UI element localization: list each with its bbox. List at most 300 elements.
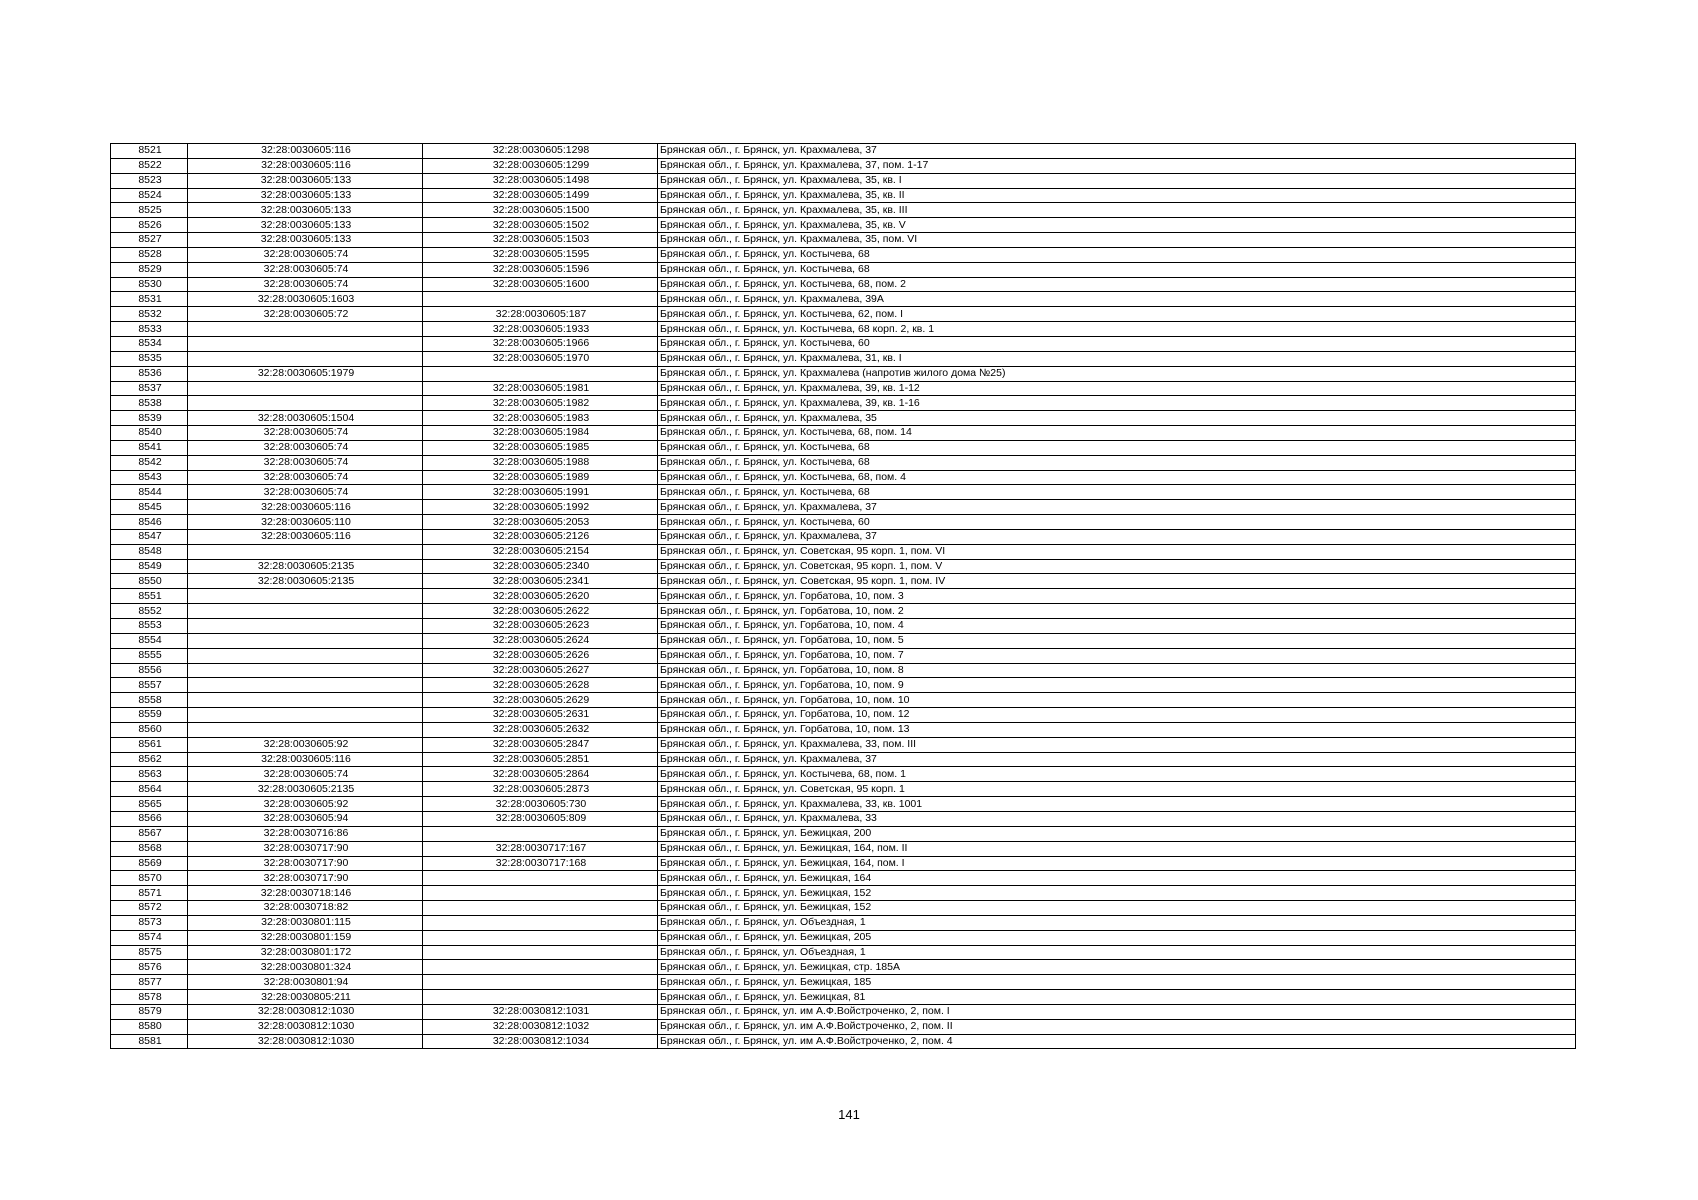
page-number: 141 bbox=[838, 1107, 860, 1122]
parent-cadastral-number-cell: 32:28:0030716:86 bbox=[188, 826, 423, 841]
parent-cadastral-number-cell: 32:28:0030605:92 bbox=[188, 737, 423, 752]
row-number-cell: 8523 bbox=[111, 173, 188, 188]
cadastral-number-cell: 32:28:0030812:1031 bbox=[423, 1004, 658, 1019]
table-row bbox=[111, 470, 1576, 485]
row-number-cell: 8539 bbox=[111, 411, 188, 426]
cadastral-number-cell: 32:28:0030605:2627 bbox=[423, 663, 658, 678]
parent-cadastral-number-cell: 32:28:0030605:1603 bbox=[188, 292, 423, 307]
cadastral-number-cell: 32:28:0030605:1500 bbox=[423, 203, 658, 218]
address-cell: Брянская обл., г. Брянск, ул. им А.Ф.Войстроченко, 2, пом. I bbox=[658, 1004, 1576, 1019]
parent-cadastral-number-cell: 32:28:0030812:1030 bbox=[188, 1034, 423, 1049]
table-row bbox=[111, 693, 1576, 708]
cadastral-number-cell bbox=[423, 871, 658, 886]
table-row bbox=[111, 930, 1576, 945]
parent-cadastral-number-cell: 32:28:0030605:74 bbox=[188, 426, 423, 441]
cadastral-number-cell bbox=[423, 292, 658, 307]
cadastral-number-cell: 32:28:0030605:1981 bbox=[423, 381, 658, 396]
address-cell: Брянская обл., г. Брянск, ул. Крахмалева, 35, кв. II bbox=[658, 188, 1576, 203]
address-cell: Брянская обл., г. Брянск, ул. Костычева, 60 bbox=[658, 515, 1576, 530]
row-number-cell: 8550 bbox=[111, 574, 188, 589]
cadastral-number-cell: 32:28:0030605:1502 bbox=[423, 218, 658, 233]
row-number-cell: 8579 bbox=[111, 1004, 188, 1019]
address-cell: Брянская обл., г. Брянск, ул. Горбатова, 10, пом. 9 bbox=[658, 678, 1576, 693]
address-cell: Брянская обл., г. Брянск, ул. Крахмалева, 37 bbox=[658, 144, 1576, 159]
parent-cadastral-number-cell bbox=[188, 693, 423, 708]
cadastral-number-cell: 32:28:0030605:2126 bbox=[423, 529, 658, 544]
row-number-cell: 8578 bbox=[111, 990, 188, 1005]
row-number-cell: 8546 bbox=[111, 515, 188, 530]
cadastral-number-cell: 32:28:0030605:2629 bbox=[423, 693, 658, 708]
cadastral-number-cell: 32:28:0030605:2624 bbox=[423, 633, 658, 648]
table-row bbox=[111, 1004, 1576, 1019]
address-cell: Брянская обл., г. Брянск, ул. Костычева, 68 bbox=[658, 455, 1576, 470]
row-number-cell: 8560 bbox=[111, 722, 188, 737]
row-number-cell: 8544 bbox=[111, 485, 188, 500]
row-number-cell: 8525 bbox=[111, 203, 188, 218]
table-row bbox=[111, 515, 1576, 530]
cadastral-number-cell bbox=[423, 990, 658, 1005]
address-cell: Брянская обл., г. Брянск, ул. Бежицкая, 152 bbox=[658, 886, 1576, 901]
parent-cadastral-number-cell: 32:28:0030605:116 bbox=[188, 500, 423, 515]
table-row bbox=[111, 455, 1576, 470]
row-number-cell: 8543 bbox=[111, 470, 188, 485]
parent-cadastral-number-cell: 32:28:0030717:90 bbox=[188, 841, 423, 856]
row-number-cell: 8522 bbox=[111, 158, 188, 173]
parent-cadastral-number-cell: 32:28:0030801:324 bbox=[188, 960, 423, 975]
parent-cadastral-number-cell bbox=[188, 722, 423, 737]
row-number-cell: 8555 bbox=[111, 648, 188, 663]
parent-cadastral-number-cell: 32:28:0030605:2135 bbox=[188, 574, 423, 589]
table-row bbox=[111, 737, 1576, 752]
parent-cadastral-number-cell: 32:28:0030605:116 bbox=[188, 158, 423, 173]
cadastral-number-cell: 32:28:0030605:2053 bbox=[423, 515, 658, 530]
parent-cadastral-number-cell: 32:28:0030605:133 bbox=[188, 173, 423, 188]
registry-table-body bbox=[111, 144, 1576, 1049]
row-number-cell: 8561 bbox=[111, 737, 188, 752]
parent-cadastral-number-cell: 32:28:0030718:82 bbox=[188, 901, 423, 916]
table-row bbox=[111, 292, 1576, 307]
parent-cadastral-number-cell: 32:28:0030605:74 bbox=[188, 262, 423, 277]
cadastral-number-cell: 32:28:0030717:167 bbox=[423, 841, 658, 856]
row-number-cell: 8564 bbox=[111, 782, 188, 797]
address-cell: Брянская обл., г. Брянск, ул. Крахмалева, 33 bbox=[658, 811, 1576, 826]
row-number-cell: 8532 bbox=[111, 307, 188, 322]
parent-cadastral-number-cell bbox=[188, 396, 423, 411]
parent-cadastral-number-cell bbox=[188, 619, 423, 634]
table-row bbox=[111, 633, 1576, 648]
address-cell: Брянская обл., г. Брянск, ул. Бежицкая, стр. 185А bbox=[658, 960, 1576, 975]
parent-cadastral-number-cell: 32:28:0030812:1030 bbox=[188, 1019, 423, 1034]
row-number-cell: 8559 bbox=[111, 708, 188, 723]
row-number-cell: 8549 bbox=[111, 559, 188, 574]
cadastral-number-cell: 32:28:0030605:1298 bbox=[423, 144, 658, 159]
row-number-cell: 8541 bbox=[111, 440, 188, 455]
parent-cadastral-number-cell bbox=[188, 381, 423, 396]
address-cell: Брянская обл., г. Брянск, ул. им А.Ф.Войстроченко, 2, пом. II bbox=[658, 1019, 1576, 1034]
table-row bbox=[111, 589, 1576, 604]
row-number-cell: 8566 bbox=[111, 811, 188, 826]
row-number-cell: 8571 bbox=[111, 886, 188, 901]
cadastral-number-cell: 32:28:0030605:1498 bbox=[423, 173, 658, 188]
row-number-cell: 8536 bbox=[111, 366, 188, 381]
cadastral-number-cell: 32:28:0030605:1992 bbox=[423, 500, 658, 515]
address-cell: Брянская обл., г. Брянск, ул. Костычева, 68, пом. 14 bbox=[658, 426, 1576, 441]
cadastral-number-cell: 32:28:0030605:2626 bbox=[423, 648, 658, 663]
row-number-cell: 8527 bbox=[111, 233, 188, 248]
parent-cadastral-number-cell: 32:28:0030605:2135 bbox=[188, 782, 423, 797]
address-cell: Брянская обл., г. Брянск, ул. Костычева, 68, пом. 4 bbox=[658, 470, 1576, 485]
row-number-cell: 8552 bbox=[111, 604, 188, 619]
parent-cadastral-number-cell: 32:28:0030605:133 bbox=[188, 218, 423, 233]
row-number-cell: 8548 bbox=[111, 544, 188, 559]
parent-cadastral-number-cell bbox=[188, 633, 423, 648]
table-row bbox=[111, 752, 1576, 767]
table-row bbox=[111, 678, 1576, 693]
row-number-cell: 8568 bbox=[111, 841, 188, 856]
parent-cadastral-number-cell: 32:28:0030801:159 bbox=[188, 930, 423, 945]
address-cell: Брянская обл., г. Брянск, ул. Костычева, 68 bbox=[658, 247, 1576, 262]
address-cell: Брянская обл., г. Брянск, ул. Объездная, 1 bbox=[658, 915, 1576, 930]
parent-cadastral-number-cell: 32:28:0030717:90 bbox=[188, 856, 423, 871]
table-row bbox=[111, 767, 1576, 782]
address-cell: Брянская обл., г. Брянск, ул. Крахмалева, 31, кв. I bbox=[658, 351, 1576, 366]
cadastral-number-cell: 32:28:0030605:2847 bbox=[423, 737, 658, 752]
cadastral-number-cell: 32:28:0030605:1595 bbox=[423, 247, 658, 262]
address-cell: Брянская обл., г. Брянск, ул. Крахмалева, 37 bbox=[658, 500, 1576, 515]
row-number-cell: 8581 bbox=[111, 1034, 188, 1049]
parent-cadastral-number-cell: 32:28:0030605:74 bbox=[188, 470, 423, 485]
address-cell: Брянская обл., г. Брянск, ул. Крахмалева, 35 bbox=[658, 411, 1576, 426]
parent-cadastral-number-cell: 32:28:0030605:74 bbox=[188, 277, 423, 292]
address-cell: Брянская обл., г. Брянск, ул. Крахмалева, 33, пом. III bbox=[658, 737, 1576, 752]
row-number-cell: 8528 bbox=[111, 247, 188, 262]
address-cell: Брянская обл., г. Брянск, ул. Крахмалева, 37, пом. 1-17 bbox=[658, 158, 1576, 173]
table-row bbox=[111, 886, 1576, 901]
table-row bbox=[111, 529, 1576, 544]
row-number-cell: 8556 bbox=[111, 663, 188, 678]
table-row bbox=[111, 173, 1576, 188]
parent-cadastral-number-cell: 32:28:0030605:74 bbox=[188, 247, 423, 262]
row-number-cell: 8540 bbox=[111, 426, 188, 441]
table-row bbox=[111, 203, 1576, 218]
parent-cadastral-number-cell: 32:28:0030605:133 bbox=[188, 188, 423, 203]
parent-cadastral-number-cell bbox=[188, 648, 423, 663]
cadastral-number-cell: 32:28:0030605:1983 bbox=[423, 411, 658, 426]
table-row bbox=[111, 1034, 1576, 1049]
cadastral-number-cell: 32:28:0030605:1982 bbox=[423, 396, 658, 411]
parent-cadastral-number-cell: 32:28:0030605:94 bbox=[188, 811, 423, 826]
table-row bbox=[111, 307, 1576, 322]
address-cell: Брянская обл., г. Брянск, ул. Горбатова, 10, пом. 7 bbox=[658, 648, 1576, 663]
address-cell: Брянская обл., г. Брянск, ул. Бежицкая, 81 bbox=[658, 990, 1576, 1005]
address-cell: Брянская обл., г. Брянск, ул. Бежицкая, 185 bbox=[658, 975, 1576, 990]
parent-cadastral-number-cell: 32:28:0030812:1030 bbox=[188, 1004, 423, 1019]
address-cell: Брянская обл., г. Брянск, ул. Крахмалева, 39А bbox=[658, 292, 1576, 307]
row-number-cell: 8551 bbox=[111, 589, 188, 604]
row-number-cell: 8572 bbox=[111, 901, 188, 916]
row-number-cell: 8557 bbox=[111, 678, 188, 693]
address-cell: Брянская обл., г. Брянск, ул. Крахмалева, 37 bbox=[658, 529, 1576, 544]
registry-table bbox=[110, 143, 1576, 1049]
address-cell: Брянская обл., г. Брянск, ул. Советская, 95 корп. 1 bbox=[658, 782, 1576, 797]
parent-cadastral-number-cell: 32:28:0030805:211 bbox=[188, 990, 423, 1005]
cadastral-number-cell: 32:28:0030605:2154 bbox=[423, 544, 658, 559]
table-row bbox=[111, 158, 1576, 173]
parent-cadastral-number-cell: 32:28:0030801:115 bbox=[188, 915, 423, 930]
address-cell: Брянская обл., г. Брянск, ул. Бежицкая, 164, пом. I bbox=[658, 856, 1576, 871]
cadastral-number-cell: 32:28:0030605:1970 bbox=[423, 351, 658, 366]
table-row bbox=[111, 871, 1576, 886]
address-cell: Брянская обл., г. Брянск, ул. Горбатова, 10, пом. 5 bbox=[658, 633, 1576, 648]
cadastral-number-cell bbox=[423, 960, 658, 975]
cadastral-number-cell: 32:28:0030605:1933 bbox=[423, 322, 658, 337]
table-row bbox=[111, 811, 1576, 826]
address-cell: Брянская обл., г. Брянск, ул. Крахмалева, 35, кв. I bbox=[658, 173, 1576, 188]
table-row bbox=[111, 500, 1576, 515]
parent-cadastral-number-cell: 32:28:0030605:74 bbox=[188, 440, 423, 455]
cadastral-number-cell: 32:28:0030605:2873 bbox=[423, 782, 658, 797]
cadastral-number-cell: 32:28:0030605:2631 bbox=[423, 708, 658, 723]
table-row bbox=[111, 663, 1576, 678]
parent-cadastral-number-cell bbox=[188, 663, 423, 678]
table-row bbox=[111, 336, 1576, 351]
row-number-cell: 8553 bbox=[111, 619, 188, 634]
row-number-cell: 8573 bbox=[111, 915, 188, 930]
cadastral-number-cell: 32:28:0030605:2340 bbox=[423, 559, 658, 574]
parent-cadastral-number-cell: 32:28:0030605:1504 bbox=[188, 411, 423, 426]
parent-cadastral-number-cell bbox=[188, 544, 423, 559]
table-row bbox=[111, 188, 1576, 203]
parent-cadastral-number-cell bbox=[188, 678, 423, 693]
cadastral-number-cell: 32:28:0030605:2622 bbox=[423, 604, 658, 619]
parent-cadastral-number-cell bbox=[188, 336, 423, 351]
cadastral-number-cell: 32:28:0030605:2620 bbox=[423, 589, 658, 604]
address-cell: Брянская обл., г. Брянск, ул. Бежицкая, 205 bbox=[658, 930, 1576, 945]
table-row bbox=[111, 722, 1576, 737]
row-number-cell: 8569 bbox=[111, 856, 188, 871]
address-cell: Брянская обл., г. Брянск, ул. Костычева, 60 bbox=[658, 336, 1576, 351]
table-row bbox=[111, 351, 1576, 366]
table-row bbox=[111, 1019, 1576, 1034]
address-cell: Брянская обл., г. Брянск, ул. Советская, 95 корп. 1, пом. VI bbox=[658, 544, 1576, 559]
table-row bbox=[111, 559, 1576, 574]
cadastral-number-cell: 32:28:0030812:1034 bbox=[423, 1034, 658, 1049]
parent-cadastral-number-cell: 32:28:0030605:116 bbox=[188, 529, 423, 544]
row-number-cell: 8562 bbox=[111, 752, 188, 767]
cadastral-number-cell: 32:28:0030605:1299 bbox=[423, 158, 658, 173]
address-cell: Брянская обл., г. Брянск, ул. Костычева, 68 bbox=[658, 262, 1576, 277]
address-cell: Брянская обл., г. Брянск, ул. Крахмалева, 39, кв. 1-12 bbox=[658, 381, 1576, 396]
cadastral-number-cell bbox=[423, 886, 658, 901]
address-cell: Брянская обл., г. Брянск, ул. Крахмалева, 37 bbox=[658, 752, 1576, 767]
address-cell: Брянская обл., г. Брянск, ул. Костычева, 62, пом. I bbox=[658, 307, 1576, 322]
table-row bbox=[111, 975, 1576, 990]
cadastral-number-cell: 32:28:0030605:1966 bbox=[423, 336, 658, 351]
cadastral-number-cell: 32:28:0030605:2628 bbox=[423, 678, 658, 693]
parent-cadastral-number-cell: 32:28:0030605:92 bbox=[188, 797, 423, 812]
address-cell: Брянская обл., г. Брянск, ул. Бежицкая, 152 bbox=[658, 901, 1576, 916]
row-number-cell: 8533 bbox=[111, 322, 188, 337]
table-row bbox=[111, 708, 1576, 723]
table-row bbox=[111, 144, 1576, 159]
parent-cadastral-number-cell: 32:28:0030801:94 bbox=[188, 975, 423, 990]
cadastral-number-cell bbox=[423, 930, 658, 945]
row-number-cell: 8529 bbox=[111, 262, 188, 277]
table-row bbox=[111, 574, 1576, 589]
table-row bbox=[111, 396, 1576, 411]
parent-cadastral-number-cell: 32:28:0030605:74 bbox=[188, 485, 423, 500]
address-cell: Брянская обл., г. Брянск, ул. Горбатова, 10, пом. 4 bbox=[658, 619, 1576, 634]
cadastral-number-cell: 32:28:0030605:2632 bbox=[423, 722, 658, 737]
parent-cadastral-number-cell: 32:28:0030718:146 bbox=[188, 886, 423, 901]
row-number-cell: 8570 bbox=[111, 871, 188, 886]
parent-cadastral-number-cell: 32:28:0030605:116 bbox=[188, 144, 423, 159]
address-cell: Брянская обл., г. Брянск, ул. Костычева, 68 bbox=[658, 485, 1576, 500]
row-number-cell: 8542 bbox=[111, 455, 188, 470]
table-row bbox=[111, 277, 1576, 292]
row-number-cell: 8563 bbox=[111, 767, 188, 782]
parent-cadastral-number-cell: 32:28:0030605:2135 bbox=[188, 559, 423, 574]
table-row bbox=[111, 381, 1576, 396]
address-cell: Брянская обл., г. Брянск, ул. Крахмалева, 35, кв. III bbox=[658, 203, 1576, 218]
table-row bbox=[111, 648, 1576, 663]
table-row bbox=[111, 485, 1576, 500]
row-number-cell: 8547 bbox=[111, 529, 188, 544]
parent-cadastral-number-cell bbox=[188, 322, 423, 337]
table-row bbox=[111, 440, 1576, 455]
row-number-cell: 8535 bbox=[111, 351, 188, 366]
address-cell: Брянская обл., г. Брянск, ул. Горбатова, 10, пом. 10 bbox=[658, 693, 1576, 708]
cadastral-number-cell: 32:28:0030605:1596 bbox=[423, 262, 658, 277]
parent-cadastral-number-cell bbox=[188, 351, 423, 366]
cadastral-number-cell: 32:28:0030605:730 bbox=[423, 797, 658, 812]
cadastral-number-cell: 32:28:0030605:1499 bbox=[423, 188, 658, 203]
row-number-cell: 8576 bbox=[111, 960, 188, 975]
table-row bbox=[111, 915, 1576, 930]
table-row bbox=[111, 426, 1576, 441]
address-cell: Брянская обл., г. Брянск, ул. Крахмалева, 35, кв. V bbox=[658, 218, 1576, 233]
address-cell: Брянская обл., г. Брянск, ул. Костычева, 68 корп. 2, кв. 1 bbox=[658, 322, 1576, 337]
row-number-cell: 8574 bbox=[111, 930, 188, 945]
cadastral-number-cell bbox=[423, 915, 658, 930]
address-cell: Брянская обл., г. Брянск, ул. Бежицкая, 200 bbox=[658, 826, 1576, 841]
table-row bbox=[111, 322, 1576, 337]
row-number-cell: 8521 bbox=[111, 144, 188, 159]
cadastral-number-cell: 32:28:0030605:1984 bbox=[423, 426, 658, 441]
cadastral-number-cell bbox=[423, 945, 658, 960]
cadastral-number-cell: 32:28:0030605:1989 bbox=[423, 470, 658, 485]
address-cell: Брянская обл., г. Брянск, ул. Крахмалева, 39, кв. 1-16 bbox=[658, 396, 1576, 411]
address-cell: Брянская обл., г. Брянск, ул. Горбатова, 10, пом. 12 bbox=[658, 708, 1576, 723]
cadastral-number-cell: 32:28:0030605:2851 bbox=[423, 752, 658, 767]
address-cell: Брянская обл., г. Брянск, ул. Крахмалева, 35, пом. VI bbox=[658, 233, 1576, 248]
table-row bbox=[111, 782, 1576, 797]
parent-cadastral-number-cell: 32:28:0030605:133 bbox=[188, 233, 423, 248]
address-cell: Брянская обл., г. Брянск, ул. Крахмалева, 33, кв. 1001 bbox=[658, 797, 1576, 812]
table-row bbox=[111, 233, 1576, 248]
table-row bbox=[111, 797, 1576, 812]
table-row bbox=[111, 945, 1576, 960]
table-row bbox=[111, 901, 1576, 916]
cadastral-number-cell: 32:28:0030605:1503 bbox=[423, 233, 658, 248]
parent-cadastral-number-cell: 32:28:0030605:74 bbox=[188, 767, 423, 782]
parent-cadastral-number-cell bbox=[188, 708, 423, 723]
table-row bbox=[111, 544, 1576, 559]
cadastral-number-cell bbox=[423, 975, 658, 990]
table-row bbox=[111, 619, 1576, 634]
address-cell: Брянская обл., г. Брянск, ул. Костычева, 68 bbox=[658, 440, 1576, 455]
row-number-cell: 8567 bbox=[111, 826, 188, 841]
address-cell: Брянская обл., г. Брянск, ул. Объездная, 1 bbox=[658, 945, 1576, 960]
row-number-cell: 8537 bbox=[111, 381, 188, 396]
table-row bbox=[111, 841, 1576, 856]
cadastral-number-cell: 32:28:0030605:1988 bbox=[423, 455, 658, 470]
row-number-cell: 8538 bbox=[111, 396, 188, 411]
address-cell: Брянская обл., г. Брянск, ул. Крахмалева (напротив жилого дома №25) bbox=[658, 366, 1576, 381]
address-cell: Брянская обл., г. Брянск, ул. им А.Ф.Войстроченко, 2, пом. 4 bbox=[658, 1034, 1576, 1049]
row-number-cell: 8580 bbox=[111, 1019, 188, 1034]
table-row bbox=[111, 856, 1576, 871]
parent-cadastral-number-cell: 32:28:0030605:72 bbox=[188, 307, 423, 322]
address-cell: Брянская обл., г. Брянск, ул. Костычева, 68, пом. 2 bbox=[658, 277, 1576, 292]
row-number-cell: 8534 bbox=[111, 336, 188, 351]
cadastral-number-cell: 32:28:0030605:1600 bbox=[423, 277, 658, 292]
cadastral-number-cell: 32:28:0030812:1032 bbox=[423, 1019, 658, 1034]
cadastral-number-cell: 32:28:0030717:168 bbox=[423, 856, 658, 871]
parent-cadastral-number-cell: 32:28:0030605:74 bbox=[188, 455, 423, 470]
parent-cadastral-number-cell: 32:28:0030605:110 bbox=[188, 515, 423, 530]
table-row bbox=[111, 218, 1576, 233]
address-cell: Брянская обл., г. Брянск, ул. Советская, 95 корп. 1, пом. IV bbox=[658, 574, 1576, 589]
row-number-cell: 8565 bbox=[111, 797, 188, 812]
table-row bbox=[111, 826, 1576, 841]
row-number-cell: 8526 bbox=[111, 218, 188, 233]
cadastral-number-cell: 32:28:0030605:1991 bbox=[423, 485, 658, 500]
parent-cadastral-number-cell bbox=[188, 604, 423, 619]
cadastral-number-cell: 32:28:0030605:2864 bbox=[423, 767, 658, 782]
row-number-cell: 8545 bbox=[111, 500, 188, 515]
parent-cadastral-number-cell: 32:28:0030605:133 bbox=[188, 203, 423, 218]
table-row bbox=[111, 411, 1576, 426]
parent-cadastral-number-cell bbox=[188, 589, 423, 604]
table-row bbox=[111, 262, 1576, 277]
parent-cadastral-number-cell: 32:28:0030605:116 bbox=[188, 752, 423, 767]
parent-cadastral-number-cell: 32:28:0030801:172 bbox=[188, 945, 423, 960]
cadastral-number-cell: 32:28:0030605:1985 bbox=[423, 440, 658, 455]
address-cell: Брянская обл., г. Брянск, ул. Советская, 95 корп. 1, пом. V bbox=[658, 559, 1576, 574]
row-number-cell: 8558 bbox=[111, 693, 188, 708]
table-row bbox=[111, 960, 1576, 975]
row-number-cell: 8554 bbox=[111, 633, 188, 648]
cadastral-number-cell bbox=[423, 366, 658, 381]
cadastral-number-cell: 32:28:0030605:2341 bbox=[423, 574, 658, 589]
cadastral-number-cell: 32:28:0030605:809 bbox=[423, 811, 658, 826]
cadastral-number-cell: 32:28:0030605:187 bbox=[423, 307, 658, 322]
row-number-cell: 8524 bbox=[111, 188, 188, 203]
row-number-cell: 8531 bbox=[111, 292, 188, 307]
parent-cadastral-number-cell: 32:28:0030717:90 bbox=[188, 871, 423, 886]
row-number-cell: 8575 bbox=[111, 945, 188, 960]
address-cell: Брянская обл., г. Брянск, ул. Бежицкая, 164 bbox=[658, 871, 1576, 886]
cadastral-number-cell bbox=[423, 901, 658, 916]
address-cell: Брянская обл., г. Брянск, ул. Горбатова, 10, пом. 3 bbox=[658, 589, 1576, 604]
address-cell: Брянская обл., г. Брянск, ул. Горбатова, 10, пом. 8 bbox=[658, 663, 1576, 678]
table-row bbox=[111, 247, 1576, 262]
row-number-cell: 8530 bbox=[111, 277, 188, 292]
table-row bbox=[111, 604, 1576, 619]
address-cell: Брянская обл., г. Брянск, ул. Горбатова, 10, пом. 2 bbox=[658, 604, 1576, 619]
cadastral-number-cell bbox=[423, 826, 658, 841]
